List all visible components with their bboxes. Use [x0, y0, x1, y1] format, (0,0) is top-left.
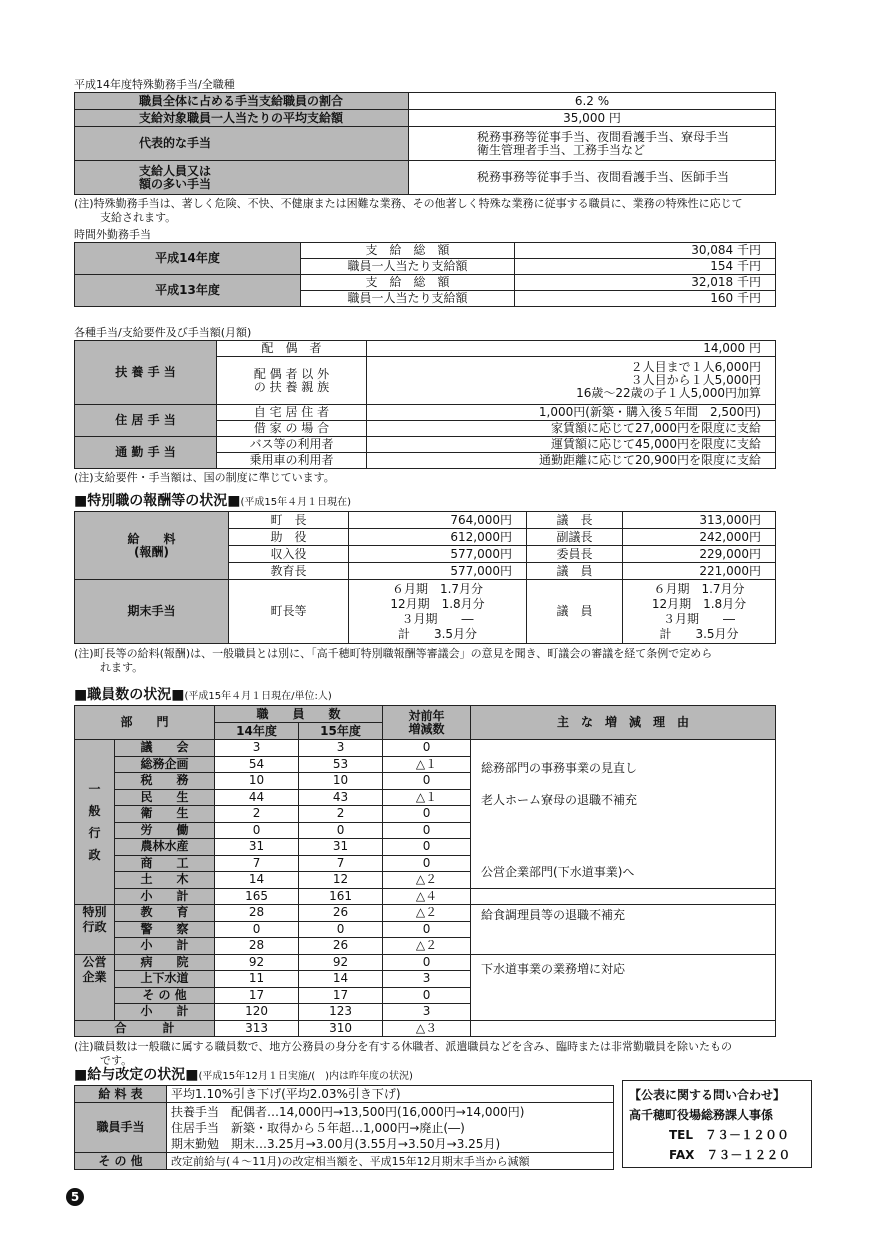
count-15: 53	[299, 756, 383, 773]
staff-count-table	[74, 705, 776, 1037]
count-15: 12	[299, 872, 383, 889]
amount: 612,000円	[349, 529, 527, 546]
amount: 577,000円	[349, 546, 527, 563]
count-14: 28	[215, 938, 299, 955]
item-value: 154 千円	[515, 259, 776, 275]
reason-cell	[471, 888, 776, 905]
row-value: 35,000 円	[409, 110, 776, 127]
bus-value: 運賃額に応じて45,000円を限度に支給	[367, 437, 776, 453]
haigusha-label: 配 偶 者	[217, 341, 367, 357]
position: 収入役	[229, 546, 349, 563]
count-14: 3	[215, 740, 299, 757]
dept-name: 議 会	[115, 740, 215, 757]
count-diff: △４	[383, 888, 471, 905]
dept-name: そ の 他	[115, 987, 215, 1004]
table-row	[75, 905, 776, 922]
count-diff: 0	[383, 822, 471, 839]
item-label: 職員一人当たり支給額	[301, 259, 515, 275]
count-15: 2	[299, 806, 383, 823]
reason-text: 総務部門の事務事業の見直し	[481, 761, 638, 775]
dept-name: 衛 生	[115, 806, 215, 823]
dept-name: 小 計	[115, 1004, 215, 1021]
contact-title: 【公表に関する問い合わせ】	[629, 1088, 786, 1102]
year-label: 平成13年度	[75, 275, 301, 307]
count-diff: 0	[383, 806, 471, 823]
count-diff: 3	[383, 971, 471, 988]
count-15: 31	[299, 839, 383, 856]
contact-tel: TEL ７３－１２００	[669, 1128, 790, 1142]
igai-value: ２人目まで１人6,000円 ３人目から１人5,000円 16歳～22歳の子１人5,000円加算	[367, 357, 776, 405]
kimatsu-label: 期末手当	[75, 580, 229, 644]
count-14: 10	[215, 773, 299, 790]
position: 委員長	[527, 546, 623, 563]
year-label: 平成14年度	[75, 243, 301, 275]
amount: 764,000円	[349, 512, 527, 529]
count-14: 120	[215, 1004, 299, 1021]
special-staff-section	[74, 492, 776, 675]
contact-fax: FAX ７３－１２２０	[669, 1148, 791, 1162]
section-title: ■給与改定の状況■(平成15年12月１日実施/( )内は昨年度の状況)	[74, 1067, 413, 1083]
count-diff: 0	[383, 740, 471, 757]
count-14: 44	[215, 789, 299, 806]
shakuya-label: 借 家 の 場 合	[217, 421, 367, 437]
bonus-detail: ６月期 1.7月分 12月期 1.8月分 ３月期 ― 計 3.5月分	[623, 580, 776, 644]
count-15: 161	[299, 888, 383, 905]
count-diff: 0	[383, 839, 471, 856]
item-value: 160 千円	[515, 291, 776, 307]
dept-name: 総務企画	[115, 756, 215, 773]
car-value: 通勤距離に応じて20,900円を限度に支給	[367, 453, 776, 469]
contact-org: 高千穂町役場総務課人事係	[629, 1108, 774, 1122]
reason-cell	[471, 1020, 776, 1037]
count-15: 310	[299, 1020, 383, 1037]
revision-section	[74, 1066, 614, 1170]
count-15: 7	[299, 855, 383, 872]
header-taizen: 対前年 増減数	[383, 706, 471, 740]
dept-name: 病 院	[115, 954, 215, 971]
count-diff: △１	[383, 756, 471, 773]
count-14: 54	[215, 756, 299, 773]
count-diff: △２	[383, 872, 471, 889]
count-15: 0	[299, 921, 383, 938]
reason-text: 老人ホーム寮母の退職不補充	[481, 793, 638, 807]
count-diff: △１	[383, 789, 471, 806]
dept-name: 農林水産	[115, 839, 215, 856]
count-14: 7	[215, 855, 299, 872]
note: (注)職員数は一般職に属する職員数で、地方公務員の身分を有する休職者、派遣職員などを含み、臨時または非常勤職員を除いたもの です。	[74, 1040, 733, 1067]
dept-name: 税 務	[115, 773, 215, 790]
row-label: 代表的な手当	[75, 127, 409, 161]
tsukin-label: 通 勤 手 当	[75, 437, 217, 469]
count-14: 165	[215, 888, 299, 905]
position: 副議長	[527, 529, 623, 546]
section-caption: 時間外勤務手当	[74, 228, 151, 241]
count-15: 14	[299, 971, 383, 988]
count-14: 92	[215, 954, 299, 971]
count-diff: 0	[383, 855, 471, 872]
count-diff: △２	[383, 938, 471, 955]
count-14: 2	[215, 806, 299, 823]
note: (注)町長等の給料(報酬)は、一般職員とは別に、「高千穂町特別職報酬等審議会」の意見を聞き、町議会の審議を経て条例で定めら れます。	[74, 647, 713, 674]
row-label: 支給対象職員一人当たりの平均支給額	[75, 110, 409, 127]
header-bumon: 部 門	[75, 706, 215, 740]
kimatsu-position: 議 員	[527, 580, 623, 644]
count-15: 17	[299, 987, 383, 1004]
count-15: 26	[299, 905, 383, 922]
contact-box	[622, 1080, 812, 1168]
item-value: 30,084 千円	[515, 243, 776, 259]
position: 町 長	[229, 512, 349, 529]
count-14: 11	[215, 971, 299, 988]
row-value: 扶養手当 配偶者…14,000円→13,500円(16,000円→14,000円) 住居手当 新築・取得から５年超…1,000円→廃止(―) 期末勤勉 期末…3.25月→3.00月(3.55月→3.50月→3.25月)	[167, 1103, 614, 1153]
count-14: 0	[215, 921, 299, 938]
table-row	[75, 954, 776, 971]
header-shokuin: 職 員 数	[215, 706, 383, 723]
row-label: 職員手当	[75, 1103, 167, 1153]
item-label: 職員一人当たり支給額	[301, 291, 515, 307]
special-staff-table	[74, 511, 776, 644]
section-caption: 平成14年度特殊勤務手当/全職種	[74, 78, 235, 91]
special-duty-allowance-section	[74, 78, 776, 225]
count-15: 123	[299, 1004, 383, 1021]
count-diff: 3	[383, 1004, 471, 1021]
row-label: 支給人員又は 額の多い手当	[75, 161, 409, 195]
allowances-table	[74, 340, 776, 469]
count-diff: △２	[383, 905, 471, 922]
amount: 242,000円	[623, 529, 776, 546]
count-diff: 0	[383, 773, 471, 790]
amount: 229,000円	[623, 546, 776, 563]
count-14: 313	[215, 1020, 299, 1037]
count-15: 3	[299, 740, 383, 757]
dept-name: 警 察	[115, 921, 215, 938]
count-15: 92	[299, 954, 383, 971]
amount: 221,000円	[623, 563, 776, 580]
total-row	[75, 1020, 776, 1037]
position: 議 員	[527, 563, 623, 580]
row-label: 職員全体に占める手当支給職員の割合	[75, 93, 409, 110]
page-number: 5	[66, 1188, 84, 1206]
jitaku-value: 1,000円(新築・購入後５年間 2,500円)	[367, 405, 776, 421]
row-value: 改定前給与(４～11月)の改定相当額を、平成15年12月期末手当から減額	[167, 1153, 614, 1170]
reason-text: 給食調理員等の退職不補充	[481, 908, 626, 922]
dept-name: 教 育	[115, 905, 215, 922]
section-caption: 各種手当/支給要件及び手当額(月額)	[74, 326, 252, 339]
dept-name: 民 生	[115, 789, 215, 806]
overtime-allowance-section	[74, 228, 776, 307]
item-label: 支 給 総 額	[301, 243, 515, 259]
dept-name: 上下水道	[115, 971, 215, 988]
amount: 577,000円	[349, 563, 527, 580]
position: 助 役	[229, 529, 349, 546]
amount: 313,000円	[623, 512, 776, 529]
count-15: 10	[299, 773, 383, 790]
reason-cell	[471, 954, 776, 1020]
item-value: 32,018 千円	[515, 275, 776, 291]
row-value: 平均1.10%引き下げ(平均2.03%引き下げ)	[167, 1086, 614, 1103]
allowances-section	[74, 326, 776, 485]
bonus-detail: ６月期 1.7月分 12月期 1.8月分 ３月期 ― 計 3.5月分	[349, 580, 527, 644]
bus-label: バス等の利用者	[217, 437, 367, 453]
dept-name: 合 計	[75, 1020, 215, 1037]
header-14: 14年度	[215, 723, 299, 740]
dept-name: 土 木	[115, 872, 215, 889]
dept-name: 労 働	[115, 822, 215, 839]
car-label: 乗用車の利用者	[217, 453, 367, 469]
reason-text: 公営企業部門(下水道事業)へ	[481, 865, 635, 879]
count-14: 14	[215, 872, 299, 889]
special-duty-table	[74, 92, 776, 195]
position: 教育長	[229, 563, 349, 580]
row-label: 給 料 表	[75, 1086, 167, 1103]
note: (注)特殊勤務手当は、著しく危険、不快、不健康または困難な業務、その他著しく特殊な業務に従事する職員に、業務の特殊性に応じて 支給されます。	[74, 197, 743, 224]
revision-table	[74, 1085, 614, 1170]
dept-name: 商 工	[115, 855, 215, 872]
count-diff: 0	[383, 954, 471, 971]
dept-name: 小 計	[115, 888, 215, 905]
count-15: 43	[299, 789, 383, 806]
staff-count-section	[74, 686, 776, 1068]
position: 議 長	[527, 512, 623, 529]
jitaku-label: 自 宅 居 住 者	[217, 405, 367, 421]
shakuya-value: 家賃額に応じて27,000円を限度に支給	[367, 421, 776, 437]
count-15: 26	[299, 938, 383, 955]
haigusha-value: 14,000 円	[367, 341, 776, 357]
dept-name: 小 計	[115, 938, 215, 955]
igai-label: 配 偶 者 以 外 の 扶 養 親 族	[217, 357, 367, 405]
row-value: 税務事務等従事手当、夜間看護手当、医師手当	[409, 161, 776, 195]
count-diff: 0	[383, 987, 471, 1004]
overtime-table	[74, 242, 776, 307]
count-14: 28	[215, 905, 299, 922]
header-15: 15年度	[299, 723, 383, 740]
item-label: 支 給 総 額	[301, 275, 515, 291]
kimatsu-position: 町長等	[229, 580, 349, 644]
row-value: 税務事務等従事手当、夜間看護手当、寮母手当 衛生管理者手当、工務手当など	[409, 127, 776, 161]
fuyou-label: 扶 養 手 当	[75, 341, 217, 405]
header-riyu: 主 な 増 減 理 由	[471, 706, 776, 740]
reason-text: 下水道事業の業務増に対応	[481, 961, 626, 976]
reason-cell	[471, 905, 776, 955]
section-title: ■特別職の報酬等の状況■(平成15年４月１日現在)	[74, 493, 351, 509]
reason-cell	[471, 740, 776, 889]
row-value: 6.2 %	[409, 93, 776, 110]
count-diff: 0	[383, 921, 471, 938]
group-label: 特別 行政	[75, 905, 115, 955]
note: (注)支給要件・手当額は、国の制度に準じています。	[74, 471, 335, 484]
row-label: そ の 他	[75, 1153, 167, 1170]
group-label: 公営 企業	[75, 954, 115, 1020]
group-label: 一 般 行 政	[75, 740, 115, 905]
section-title: ■職員数の状況■(平成15年４月１日現在/単位:人)	[74, 687, 332, 703]
count-15: 0	[299, 822, 383, 839]
table-row	[75, 888, 776, 905]
table-row	[75, 740, 776, 757]
jukyo-label: 住 居 手 当	[75, 405, 217, 437]
kyuryo-label: 給 料 (報酬)	[75, 512, 229, 580]
count-14: 0	[215, 822, 299, 839]
count-diff: △３	[383, 1020, 471, 1037]
count-14: 31	[215, 839, 299, 856]
count-14: 17	[215, 987, 299, 1004]
